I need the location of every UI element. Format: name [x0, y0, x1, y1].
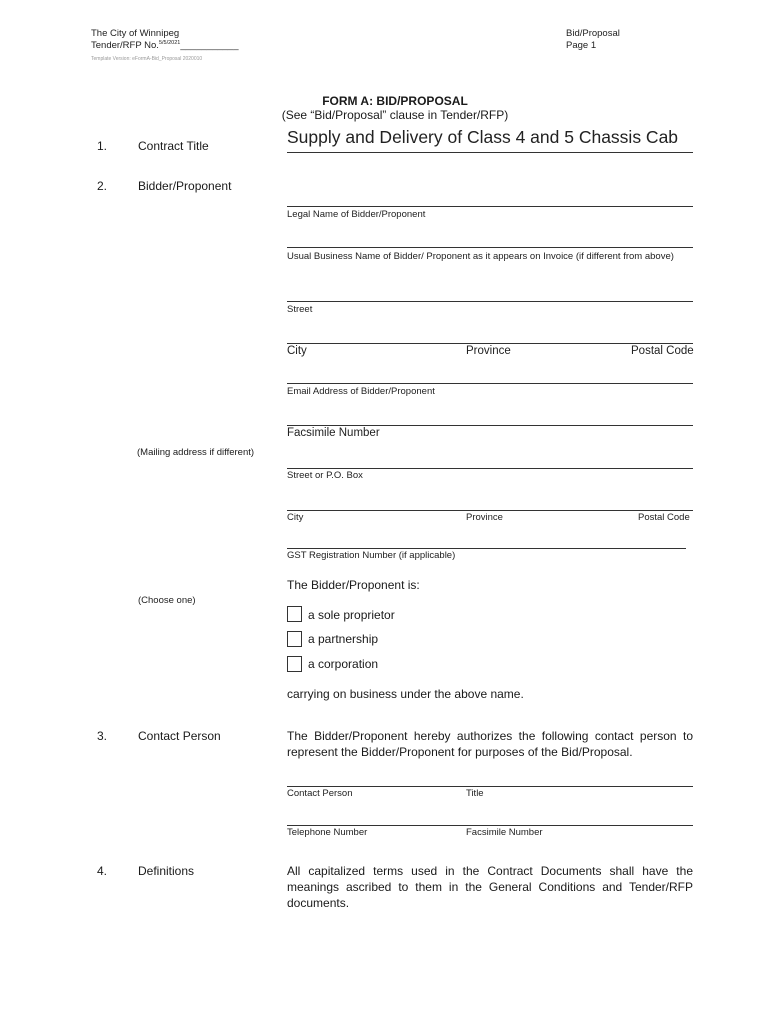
fax-caption: Facsimile Number	[287, 427, 380, 439]
email-caption: Email Address of Bidder/Proponent	[287, 386, 435, 397]
tender-blank: ___________	[180, 40, 239, 51]
carrying-on-business-text: carrying on business under the above name.	[287, 687, 524, 701]
gst-line[interactable]	[287, 548, 686, 549]
mail-city-caption: City	[287, 512, 304, 523]
section-3-label: Contact Person	[138, 729, 221, 743]
partnership-checkbox[interactable]	[287, 631, 302, 647]
telephone-caption: Telephone Number	[287, 827, 368, 838]
form-title: FORM A: BID/PROPOSAL	[322, 94, 468, 108]
email-line[interactable]	[287, 383, 693, 384]
city-line[interactable]	[287, 343, 693, 344]
mailing-address-note	[137, 447, 254, 458]
bidder-is-label: The Bidder/Proponent is:	[287, 578, 420, 592]
street-caption: Street	[287, 304, 313, 315]
legal-name-line[interactable]	[287, 206, 693, 207]
contract-title-line	[287, 152, 693, 153]
section-1-number: 1.	[97, 139, 108, 153]
province-caption: Province	[466, 345, 511, 357]
mail-street-caption: Street or P.O. Box	[287, 470, 363, 481]
definitions-text: All capitalized terms used in the Contract Documents shall have the meanings ascribed to them in the General Conditions and Tender/RFP documents.	[287, 864, 693, 910]
corporation-checkbox[interactable]	[287, 656, 302, 672]
contact-title-caption: Title	[466, 788, 484, 799]
tender-date: 5/5/2021	[158, 40, 181, 46]
mail-city-line[interactable]	[287, 510, 693, 511]
corporation-label: a corporation	[308, 657, 379, 671]
doc-type: Bid/Proposal	[566, 28, 620, 39]
sole-proprietor-checkbox[interactable]	[287, 606, 302, 622]
mailing-address-note-text: (Mailing address if different)	[137, 447, 255, 458]
contact-person-caption: Contact Person	[287, 788, 353, 799]
template-version: Template Version: eFormA-Bid_Proposal 2020010	[91, 56, 203, 62]
legal-name-caption: Legal Name of Bidder/Proponent	[287, 209, 426, 220]
contact-authorization-text: The Bidder/Proponent hereby authorizes the following contact person to represent the Bidder/Proponent for purposes of the Bid/Proposal.	[287, 729, 693, 759]
gst-caption: GST Registration Number (if applicable)	[287, 550, 456, 561]
tender-label: Tender/RFP No.	[91, 40, 159, 51]
postal-code-caption: Postal Code	[631, 345, 694, 357]
telephone-line[interactable]	[287, 825, 693, 826]
mail-street-line[interactable]	[287, 468, 693, 469]
form-subtitle: (See “Bid/Proposal” clause in Tender/RFP)	[281, 108, 509, 122]
street-line[interactable]	[287, 301, 693, 302]
contact-person-line[interactable]	[287, 786, 693, 787]
tender-number-line	[91, 40, 239, 53]
city-caption: City	[287, 345, 307, 357]
contact-fax-caption: Facsimile Number	[466, 827, 543, 838]
partnership-label: a partnership	[308, 632, 379, 646]
section-4-number: 4.	[97, 864, 108, 878]
section-3-number: 3.	[97, 729, 108, 743]
mail-postal-caption: Postal Code	[638, 512, 690, 523]
section-2-label: Bidder/Proponent	[138, 179, 232, 193]
city-name: The City of Winnipeg	[91, 28, 180, 39]
usual-name-line[interactable]	[287, 247, 693, 248]
usual-name-caption: Usual Business Name of Bidder/ Proponent as it appears on Invoice (if different from above)	[287, 251, 674, 262]
sole-proprietor-label: a sole proprietor	[308, 608, 395, 622]
contract-title-value: Supply and Delivery of Class 4 and 5 Chassis Cab	[287, 127, 679, 147]
section-1-label: Contract Title	[138, 139, 209, 153]
fax-line[interactable]	[287, 425, 693, 426]
mail-province-caption: Province	[466, 512, 503, 523]
choose-one-note: (Choose one)	[138, 595, 196, 606]
section-2-number: 2.	[97, 179, 108, 193]
section-4-label: Definitions	[138, 864, 195, 878]
page-number: Page 1	[566, 40, 597, 51]
